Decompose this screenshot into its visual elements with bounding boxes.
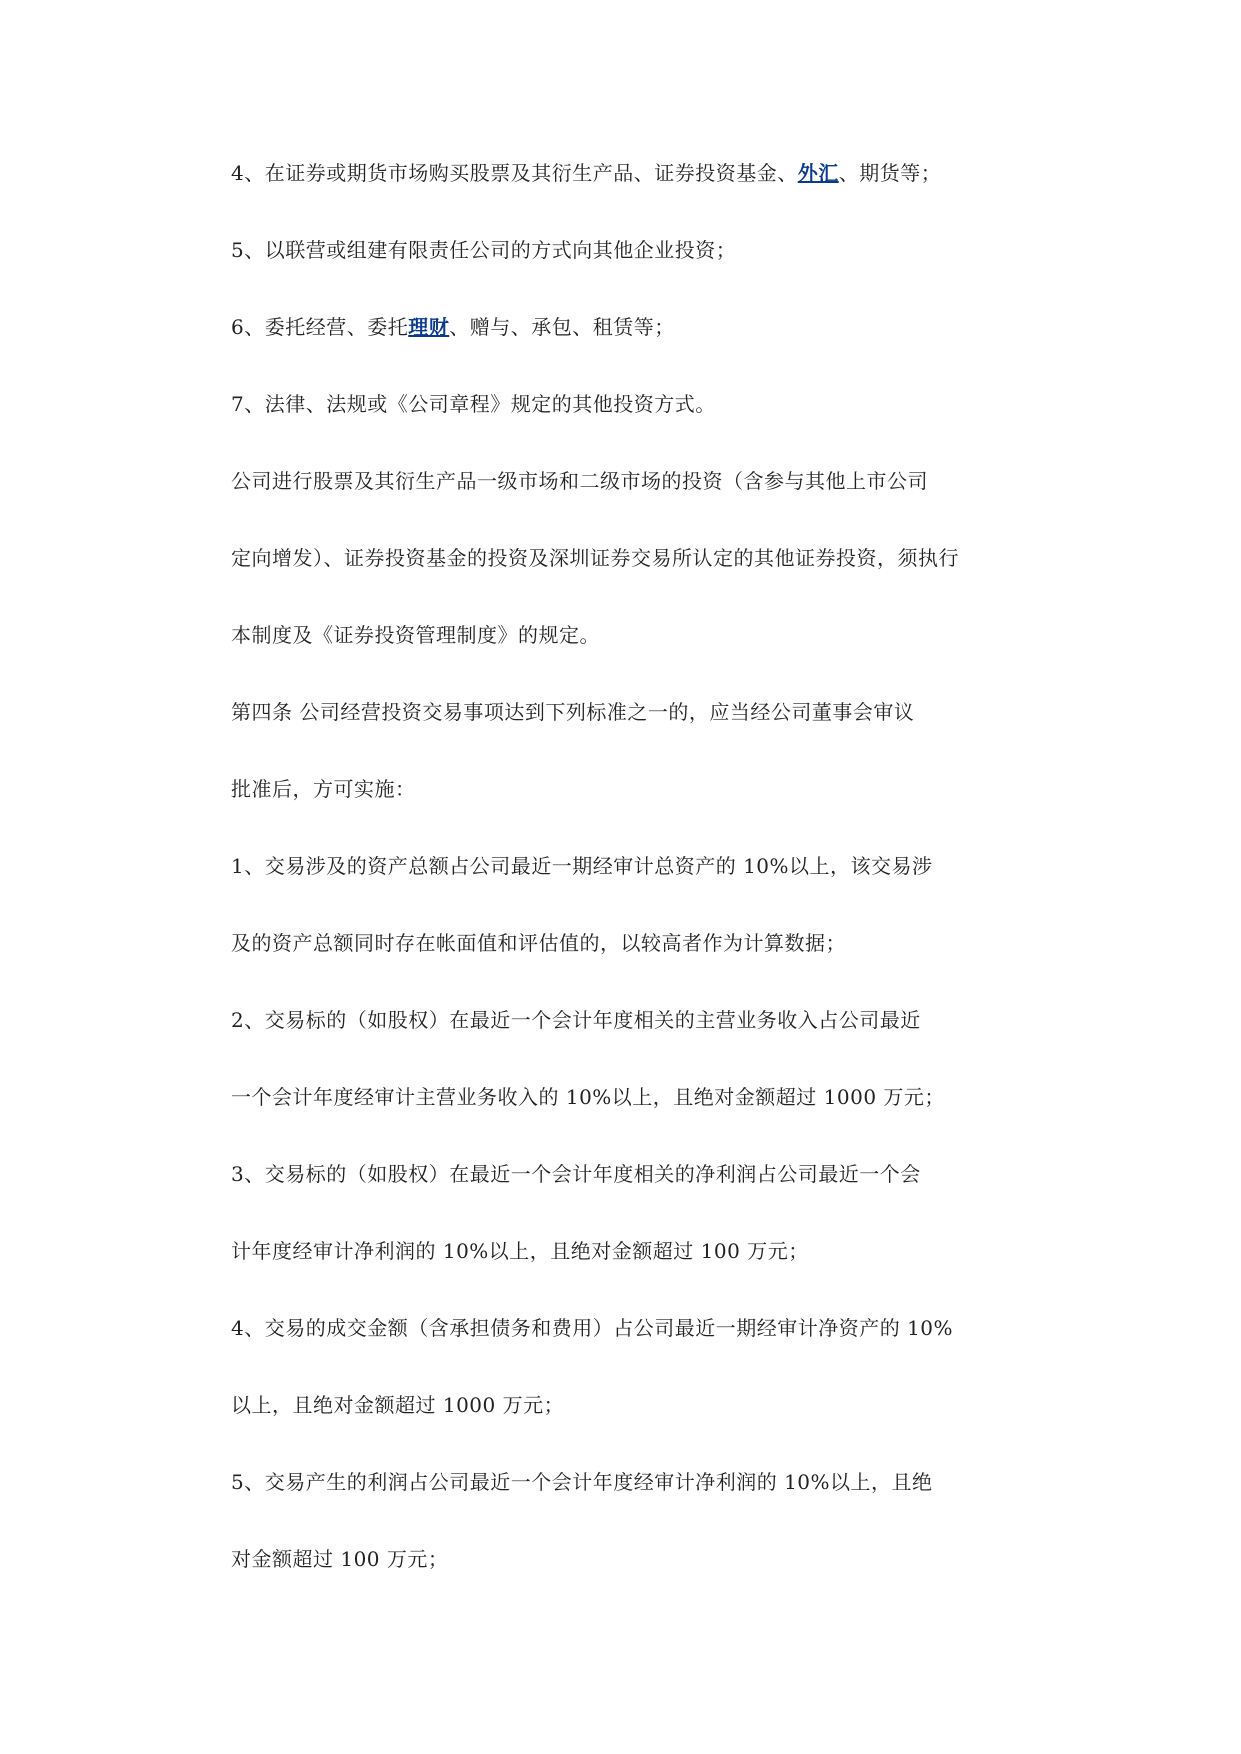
link-wealth-management[interactable]: 理财 [408, 315, 450, 339]
paragraph-line: 5、交易产生的利润占公司最近一个会计年度经审计净利润的 10%以上，且绝 [231, 1470, 933, 1494]
paragraph-line: 定向增发）、证券投资基金的投资及深圳证券交易所认定的其他证券投资，须执行 [231, 546, 959, 570]
paragraph-line: 5、以联营或组建有限责任公司的方式向其他企业投资； [231, 238, 737, 262]
paragraph-line [231, 157, 1031, 189]
paragraph-line: 一个会计年度经审计主营业务收入的 10%以上，且绝对金额超过 1000 万元； [231, 1085, 945, 1109]
paragraph-line: 本制度及《证券投资管理制度》的规定。 [231, 623, 600, 647]
link-foreign-exchange[interactable]: 外汇 [797, 161, 839, 185]
paragraph-line: 对金额超过 100 万元； [231, 1547, 449, 1571]
paragraph-line: 以上，且绝对金额超过 1000 万元； [231, 1393, 565, 1417]
paragraph-line: 及的资产总额同时存在帐面值和评估值的，以较高者作为计算数据； [231, 931, 846, 955]
line-text: 、赠与、承包、租赁等； [449, 315, 675, 339]
paragraph-line: 3、交易标的（如股权）在最近一个会计年度相关的净利润占公司最近一个会 [231, 1162, 921, 1186]
paragraph-line: 公司进行股票及其衍生产品一级市场和二级市场的投资（含参与其他上市公司 [231, 469, 928, 493]
paragraph-line: 2、交易标的（如股权）在最近一个会计年度相关的主营业务收入占公司最近 [231, 1008, 921, 1032]
line-text: 4、在证券或期货市场购买股票及其衍生产品、证券投资基金、 [231, 161, 798, 185]
paragraph-line: 计年度经审计净利润的 10%以上，且绝对金额超过 100 万元； [231, 1239, 809, 1263]
paragraph-line: 7、法律、法规或《公司章程》规定的其他投资方式。 [231, 392, 716, 416]
paragraph-line: 批准后，方可实施： [231, 777, 416, 801]
paragraph-line: 1、交易涉及的资产总额占公司最近一期经审计总资产的 10%以上，该交易涉 [231, 854, 933, 878]
line-text: 、期货等； [838, 161, 942, 185]
paragraph-line [231, 311, 1031, 343]
article-heading-line: 第四条 公司经营投资交易事项达到下列标准之一的，应当经公司董事会审议 [231, 700, 915, 724]
line-text: 6、委托经营、委托 [231, 315, 409, 339]
paragraph-line: 4、交易的成交金额（含承担债务和费用）占公司最近一期经审计净资产的 10% [231, 1316, 954, 1340]
